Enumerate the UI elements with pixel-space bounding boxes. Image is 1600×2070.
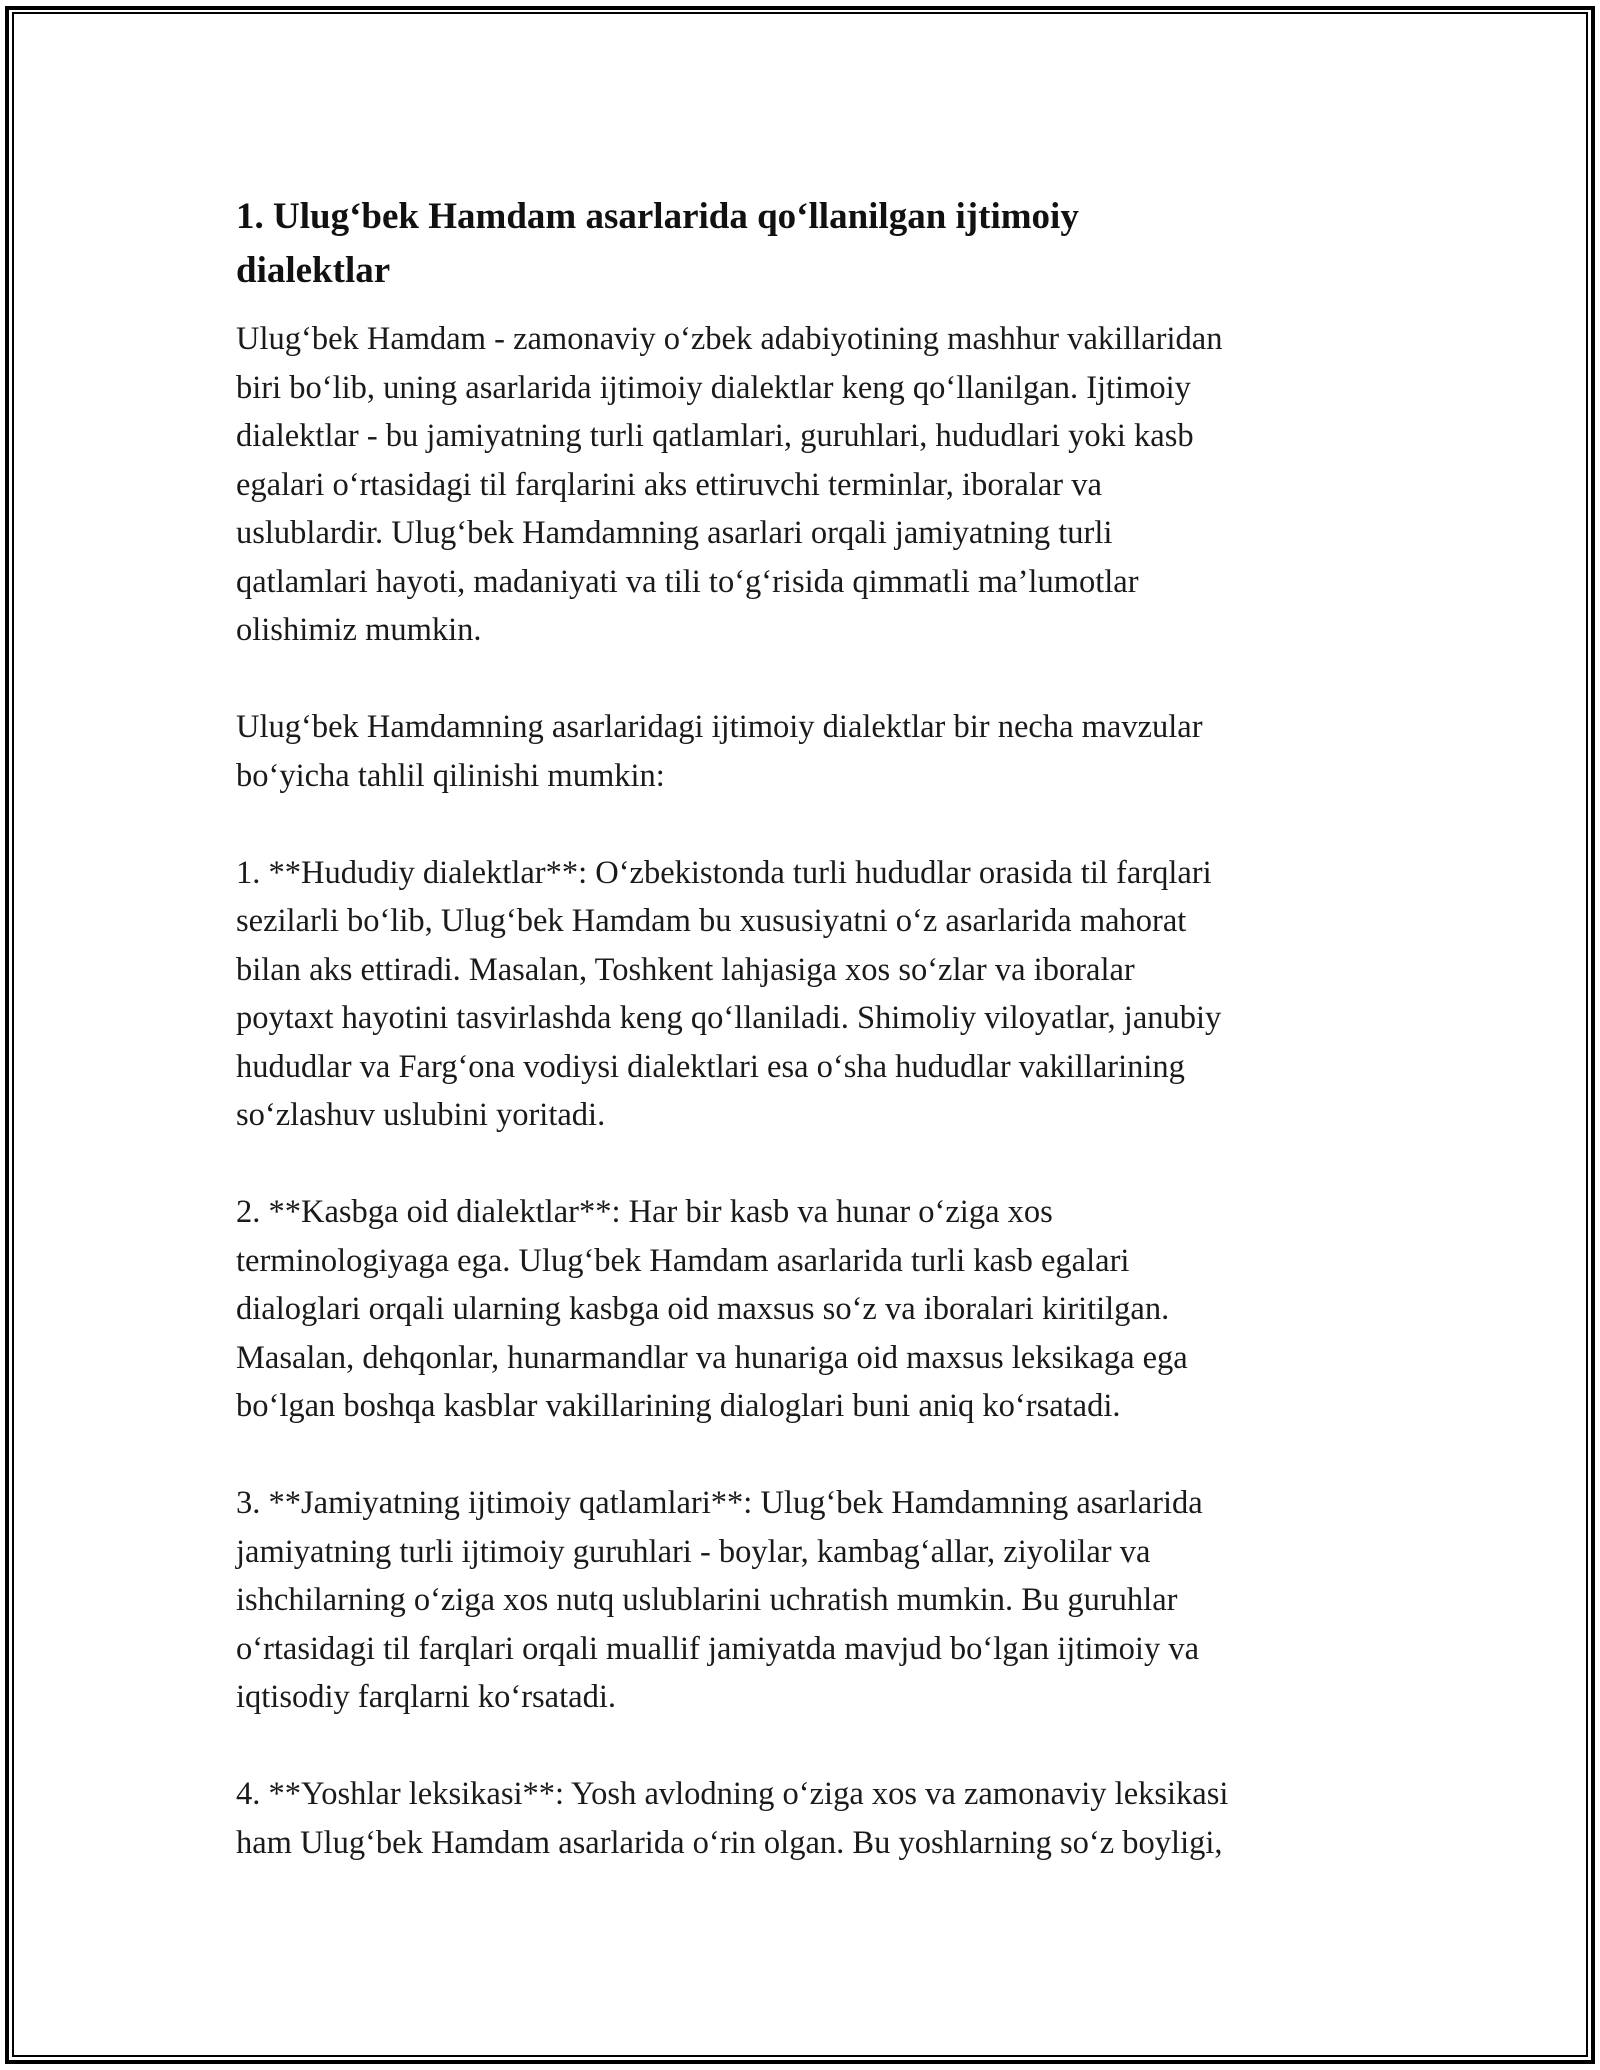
paragraph-topics-intro: Ulug‘bek Hamdamning asarlaridagi ijtimoiy dialektlar bir necha mavzular bo‘yicha tahlil qilinishi mumkin: — [236, 709, 1203, 794]
document-body — [236, 190, 1376, 1867]
paragraph-item-1: 1. **Hududiy dialektlar**: O‘zbekistonda turli hududlar orasida til farqlari sezilarli bo‘lib, Ulug‘bek Hamdam bu xususiyatni o‘z asarlarida mahorat bilan aks ettiradi. Masalan, Toshkent lahjasiga xos so‘zlar va iboralar poytaxt hayotini tasvirlashda keng qo‘llaniladi. Shimoliy viloyatlar, janubiy hududlar va Farg‘ona vodiysi dialektlari esa o‘sha hududlar vakillarining so‘zlashuv uslubini yoritadi. — [236, 854, 1222, 1133]
section-heading: 1. Ulug‘bek Hamdam asarlarida qo‘llanilgan ijtimoiy dialektlar — [236, 196, 1079, 291]
paragraph-item-2: 2. **Kasbga oid dialektlar**: Har bir kasb va hunar o‘ziga xos terminologiyaga ega. Ulug‘bek Hamdam asarlarida turli kasb egalari dialoglari orqali ularning kasbga oid maxsus so‘z va iboralari kiritilgan. Masalan, dehqonlar, hunarmandlar va hunariga oid maxsus leksikaga ega bo‘lgan boshqa kasblar vakillarining dialoglari buni aniq ko‘rsatadi. — [236, 1194, 1188, 1424]
paragraph-item-3: 3. **Jamiyatning ijtimoiy qatlamlari**: Ulug‘bek Hamdamning asarlarida jamiyatning turli ijtimoiy guruhlari - boylar, kambag‘allar, ziyolilar va ishchilarning o‘ziga xos nutq uslublarini uchratish mumkin. Bu guruhlar o‘rtasidagi til farqlari orqali muallif jamiyatda mavjud bo‘lgan ijtimoiy va iqtisodiy farqlarni ko‘rsatadi. — [236, 1485, 1203, 1715]
paragraph-intro: Ulug‘bek Hamdam - zamonaviy o‘zbek adabiyotining mashhur vakillaridan biri bo‘lib, uning asarlarida ijtimoiy dialektlar keng qo‘llanilgan. Ijtimoiy dialektlar - bu jamiyatning turli qatlamlari, guruhlari, hududlari yoki kasb egalari o‘rtasidagi til farqlarini aks ettiruvchi terminlar, iboralar va uslublardir. Ulug‘bek Hamdamning asarlari orqali jamiyatning turli qatlamlari hayoti, madaniyati va tili to‘g‘risida qimmatli ma’lumotlar olishimiz mumkin. — [236, 321, 1223, 648]
paragraph-item-4: 4. **Yoshlar leksikasi**: Yosh avlodning o‘ziga xos va zamonaviy leksikasi ham Ulug‘bek Hamdam asarlarida o‘rin olgan. Bu yoshlarning so‘z boyligi, — [236, 1776, 1229, 1861]
